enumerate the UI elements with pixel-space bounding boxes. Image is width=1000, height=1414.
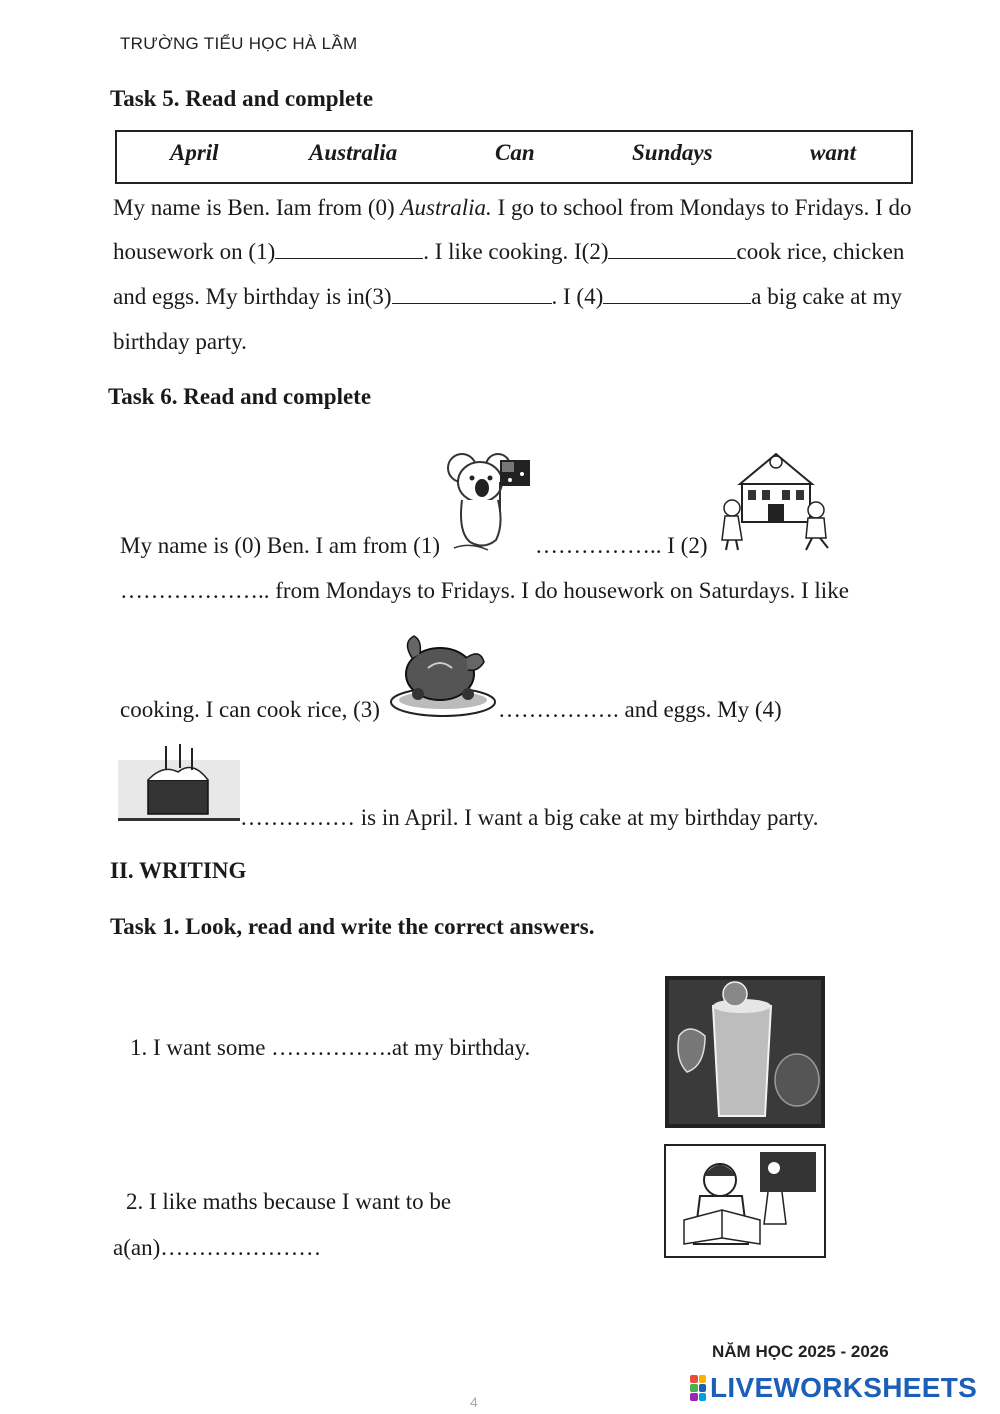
brand-logo xyxy=(690,1372,977,1404)
task5-title: Task 5. Read and complete xyxy=(110,86,374,111)
word-bank-item: April xyxy=(170,140,219,165)
word-bank xyxy=(115,130,913,184)
answer-blank-2[interactable] xyxy=(608,238,736,259)
question-2-b: a(an)………………… xyxy=(113,1235,322,1260)
answer-blank-3[interactable] xyxy=(392,283,552,304)
task5-line-3: and eggs. My birthday is in(3) . I (4) a big cake at my xyxy=(113,284,902,309)
roast-chicken-picture xyxy=(388,628,498,720)
example-answer: Australia. xyxy=(400,195,492,220)
koala-flag-picture xyxy=(440,442,532,554)
task6-line-1-b: …………….. I (2) xyxy=(535,533,708,558)
writing-section-title: II. WRITING xyxy=(110,858,247,883)
answer-blank-1[interactable] xyxy=(275,238,423,259)
school-year: NĂM HỌC 2025 - 2026 xyxy=(712,1342,889,1361)
task6-line-3-b: ……………. and eggs. My (4) xyxy=(498,697,782,722)
page-number: 4 xyxy=(470,1394,478,1410)
school-children-picture xyxy=(712,444,842,554)
liveworksheets-logo-icon xyxy=(690,1375,706,1401)
word-bank-item: Australia xyxy=(309,140,398,165)
task5-line-1: My name is Ben. Iam from (0) Australia. I go to school from Mondays to Fridays. I do xyxy=(113,195,912,220)
task6-line-4: …………… is in April. I want a big cake at my birthday party. xyxy=(240,805,819,830)
task5-line-2: housework on (1) . I like cooking. I(2) cook rice, chicken xyxy=(113,239,905,264)
word-bank-item: Can xyxy=(495,140,535,165)
word-bank-item: want xyxy=(810,140,857,165)
question-1: 1. I want some …………….at my birthday. xyxy=(130,1035,531,1060)
answer-blank-4[interactable] xyxy=(603,283,751,304)
word-bank-item: Sundays xyxy=(632,140,713,165)
school-name: TRƯỜNG TIỂU HỌC HÀ LẦM xyxy=(120,34,358,53)
task6-title: Task 6. Read and complete xyxy=(108,384,372,409)
brand-name: LIVEWORKSHEETS xyxy=(710,1372,978,1403)
task6-line-1-a: My name is (0) Ben. I am from (1) xyxy=(120,533,441,558)
question-2-a: 2. I like maths because I want to be xyxy=(126,1189,452,1214)
writing-task1-title: Task 1. Look, read and write the correct answers. xyxy=(110,914,595,939)
task5-line-4: birthday party. xyxy=(113,329,247,354)
task6-line-2: ……………….. from Mondays to Fridays. I do housework on Saturdays. I like xyxy=(120,578,849,603)
juice-glass-picture xyxy=(665,976,825,1128)
girl-teacher-picture xyxy=(664,1144,826,1258)
birthday-cake-picture xyxy=(118,740,240,826)
task6-line-3-a: cooking. I can cook rice, (3) xyxy=(120,697,380,722)
